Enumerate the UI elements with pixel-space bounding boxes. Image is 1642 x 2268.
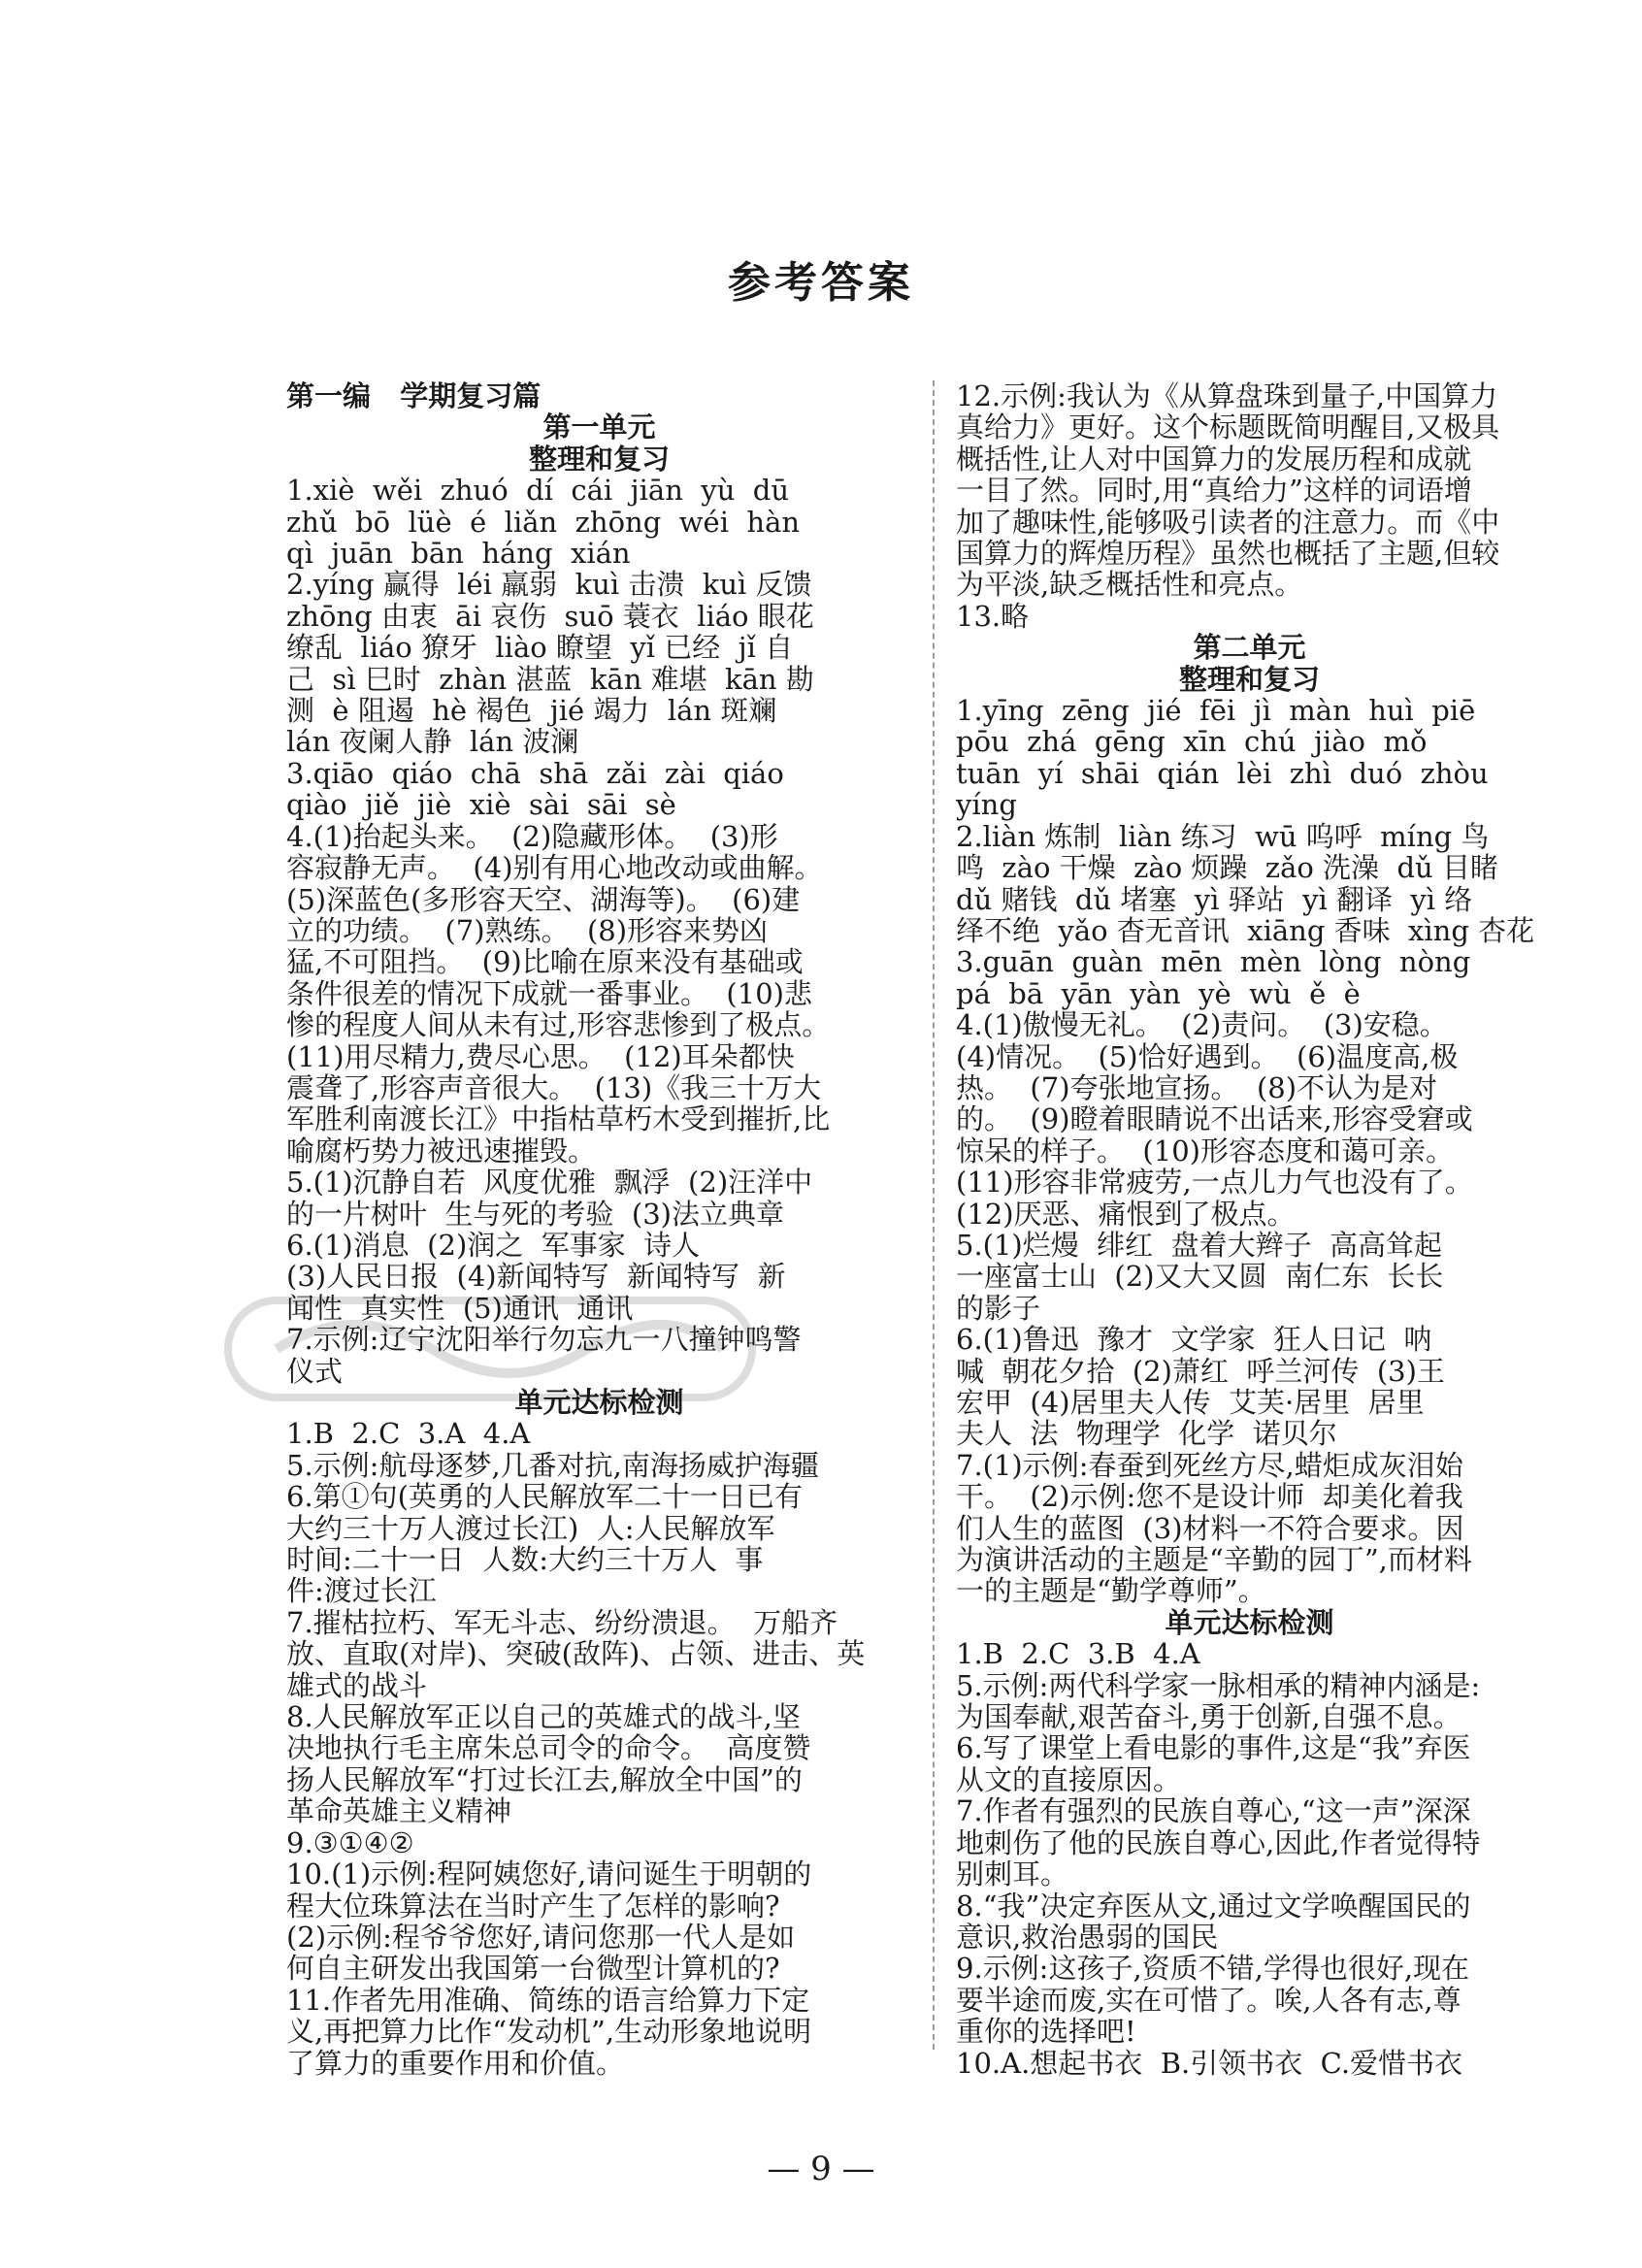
answer-line: 10.A.想起书衣 B.引领书衣 C.爱惜书衣 [956,2046,1463,2080]
page-number: — 9 — [767,2150,875,2188]
section-heading: 第一单元 [542,411,656,444]
answer-line: 3.qiāo qiáo chā shā zǎi zài qiáo [286,756,784,790]
answer-line: 加了趣味性,能够吸引读者的注意力。而《中 [956,505,1500,539]
answer-line: 缭乱 liáo 獠牙 liào 瞭望 yǐ 已经 jǐ 自 [286,631,794,665]
answer-line: 7.摧枯拉朽、军无斗志、纷纷溃退。 万船齐 [286,1605,838,1639]
answer-line: 的一片树叶 生与死的考验 (3)法立典章 [286,1197,784,1231]
answer-line: 地刺伤了他的民族自尊心,因此,作者觉得特 [956,1825,1481,1859]
answer-line: 决地执行毛主席朱总司令的命令。 高度赞 [286,1731,811,1765]
answer-line: 5.(1)烂熳 绯红 盘着大辫子 高高耸起 [956,1228,1443,1262]
answer-line: 宏甲 (4)居里夫人传 艾芙·居里 居里 [956,1386,1425,1419]
answer-line: 为演讲活动的主题是“辛勤的园丁”,而材料 [956,1543,1472,1577]
answer-line: tuān yí shāi qián lèi zhì duó zhòu [956,756,1489,790]
answer-line: 3.guān guàn mēn mèn lòng nòng [956,945,1471,979]
answer-line: 9.示例:这孩子,资质不错,学得也很好,现在 [956,1952,1470,1986]
answer-line: 6.(1)鲁迅 豫才 文学家 狂人日记 呐 [956,1323,1432,1357]
answer-column-right [956,380,1543,2079]
answer-line: 9.③①④② [286,1825,414,1859]
answer-line: yíng [956,788,1017,822]
answer-line: 5.(1)沉静自若 风度优雅 飘浮 (2)汪洋中 [286,1166,813,1200]
answer-line: (12)厌恶、痛恨到了极点。 [956,1197,1296,1231]
answer-line: 热。 (7)夸张地宣扬。 (8)不认为是对 [956,1070,1438,1104]
page-title: 参考答案 [728,258,914,308]
answer-line: 概括性,让人对中国算力的发展历程和成就 [956,442,1472,476]
section-heading: 单元达标检测 [1165,1605,1334,1639]
answer-line: 真给力》更好。这个标题既简明醒目,又极具 [956,411,1500,444]
section-heading: 第一编 学期复习篇 [286,379,542,412]
answer-line: 大约三十万人渡过长江) 人:人民解放军 [286,1511,775,1545]
answer-line: 喊 朝花夕拾 (2)萧红 呼兰河传 (3)王 [956,1354,1445,1388]
answer-line: 夫人 法 物理学 化学 诺贝尔 [956,1417,1337,1451]
answer-line: 扬人民解放军“打过长江去,解放全中国”的 [286,1762,803,1796]
answer-line: 意识,救治愚弱的国民 [956,1920,1219,1954]
answer-line: 11.作者先用准确、简练的语言给算力下定 [286,1983,810,2017]
answer-line: 惨的程度人间从未有过,形容悲惨到了极点。 [286,1008,831,1042]
answer-line: 了算力的重要作用和价值。 [286,2046,625,2080]
answer-line: 时间:二十一日 人数:大约三十万人 事 [286,1543,764,1577]
answer-line: 革命英雄主义精神 [286,1794,512,1828]
answer-line: 1.xiè wěi zhuó dí cái jiān yù dū [286,474,790,508]
answer-line: 6.第①句(英勇的人民解放军二十一日已有 [286,1480,803,1514]
answer-line: 7.作者有强烈的民族自尊心,“这一声”深深 [956,1794,1471,1828]
answer-line: (11)用尽精力,费尽心思。 (12)耳朵都快 [286,1039,795,1073]
answer-line: 仪式 [286,1354,344,1388]
answer-line: 一的主题是“勤学尊师”。 [956,1574,1266,1608]
answer-line: (11)形容非常疲劳,一点儿力气也没有了。 [956,1166,1473,1200]
answer-line: 震聋了,形容声音很大。 (13)《我三十万大 [286,1070,822,1104]
answer-line: 国算力的辉煌历程》虽然也概括了主题,但较 [956,537,1500,571]
answer-line: 2.liàn 炼制 liàn 练习 wū 呜呼 míng 鸟 [956,819,1490,853]
answer-line: 为国奉献,艰苦奋斗,勇于创新,自强不息。 [956,1700,1461,1734]
answer-line: 从文的直接原因。 [956,1762,1182,1796]
answer-line: 雄式的战斗 [286,1668,428,1702]
answer-line: zhǔ bō lüè é liǎn zhōng wéi hàn [286,505,801,539]
answer-line: qì juān bān háng xián [286,537,631,571]
answer-line: 7.示例:辽宁沈阳举行勿忘九一八撞钟鸣警 [286,1323,802,1357]
answer-column-left [286,380,912,2079]
answer-line: 4.(1)抬起头来。 (2)隐藏形体。 (3)形 [286,819,778,853]
answer-line: 1.yīng zēng jié fēi jì màn huì piē [956,694,1476,728]
answer-line: qiào jiě jiè xiè sài sāi sè [286,788,676,822]
answer-line: 惊呆的样子。 (10)形容态度和蔼可亲。 [956,1134,1454,1167]
answer-line: 军胜利南渡长江》中指枯草朽木受到摧折,比 [286,1102,831,1136]
answer-line: 喻腐朽势力被迅速摧毁。 [286,1134,597,1167]
answer-line: 放、直取(对岸)、突破(敌阵)、占领、进击、英 [286,1637,866,1671]
answer-line: 2.yíng 赢得 léi 羸弱 kuì 击溃 kuì 反馈 [286,568,812,602]
answer-line: 条件很差的情况下成就一番事业。 (10)悲 [286,976,812,1010]
answer-line: pá bā yān yàn yè wù ě è [956,976,1361,1010]
answer-line: 8.“我”决定弃医从文,通过文学唤醒国民的 [956,1889,1471,1923]
answer-line: 义,再把算力比作“发动机”,生动形象地说明 [286,2015,812,2049]
answer-line: 1.B 2.C 3.B 4.A [956,1637,1200,1671]
answer-line: 何自主研发出我国第一台微型计算机的? [286,1952,780,1986]
section-heading: 单元达标检测 [514,1386,684,1419]
answer-line: 8.人民解放军正以自己的英雄式的战斗,坚 [286,1700,801,1734]
answer-line: lán 夜阑人静 lán 波澜 [286,725,579,759]
answer-line: 绎不绝 yǎo 杳无音讯 xiāng 香味 xìng 杏花 [956,913,1535,947]
column-divider [933,380,935,2050]
answer-line: 的影子 [956,1291,1041,1325]
answer-line: 1.B 2.C 3.A 4.A [286,1417,531,1451]
answer-line: 干。 (2)示例:您不是设计师 却美化着我 [956,1480,1463,1514]
answer-line: 别刺耳。 [956,1857,1069,1891]
answer-line: 程大位珠算法在当时产生了怎样的影响? [286,1889,780,1923]
answer-line: (4)情况。 (5)恰好遇到。 (6)温度高,极 [956,1039,1459,1073]
answer-line: 一目了然。同时,用“真给力”这样的词语增 [956,474,1472,508]
answer-line: 6.写了课堂上看电影的事件,这是“我”弃医 [956,1731,1471,1765]
answer-line: 闻性 真实性 (5)通讯 通讯 [286,1291,634,1325]
answer-line: 10.(1)示例:程阿姨您好,请问诞生于明朝的 [286,1857,812,1891]
answer-line: 猛,不可阻挡。 (9)比喻在原来没有基础或 [286,945,804,979]
answer-line: 5.示例:两代科学家一脉相承的精神内涵是: [956,1668,1481,1702]
answer-line: pōu zhá gēng xīn chú jiào mǒ [956,725,1428,759]
answer-line: 鸣 zào 干燥 zào 烦躁 zǎo 洗澡 dǔ 目睹 [956,851,1498,885]
answer-line: 立的功绩。 (7)熟练。 (8)形容来势凶 [286,913,769,947]
answer-line: (5)深蓝色(多形容天空、湖海等)。 (6)建 [286,882,801,916]
answer-line: 13.略 [956,599,1030,633]
answer-line: dǔ 赌钱 dǔ 堵塞 yì 驿站 yì 翻译 yì 络 [956,882,1473,916]
answer-line: 容寂静无声。 (4)别有用心地改动或曲解。 [286,851,823,885]
answer-line: 7.(1)示例:春蚕到死丝方尽,蜡炬成灰泪始 [956,1448,1463,1482]
section-heading: 整理和复习 [1178,662,1320,696]
answer-line: 5.示例:航母逐梦,几番对抗,南海扬威护海疆 [286,1448,819,1482]
answer-line: 们人生的蓝图 (3)材料一不符合要求。因 [956,1511,1464,1545]
answer-line: 6.(1)消息 (2)润之 军事家 诗人 [286,1228,701,1262]
answer-line: 的。 (9)瞪着眼睛说不出话来,形容受窘或 [956,1102,1473,1136]
answer-line: 一座富士山 (2)又大又圆 南仁东 长长 [956,1260,1444,1294]
answer-line: 12.示例:我认为《从算盘珠到量子,中国算力 [956,379,1498,412]
section-heading: 整理和复习 [528,442,670,476]
answer-line: 为平淡,缺乏概括性和亮点。 [956,568,1303,602]
answer-line: 件:渡过长江 [286,1574,437,1608]
answer-line: (3)人民日报 (4)新闻特写 新闻特写 新 [286,1260,786,1294]
answer-line: 要半途而废,实在可惜了。唉,人各有志,尊 [956,1983,1461,2017]
answer-line: (2)示例:程爷爷您好,请问您那一代人是如 [286,1920,796,1954]
answer-line: 4.(1)傲慢无礼。 (2)责问。 (3)安稳。 [956,1008,1448,1042]
section-heading: 第二单元 [1193,631,1306,665]
answer-line: zhōng 由衷 āi 哀伤 suō 蓑衣 liáo 眼花 [286,599,814,633]
answer-line: 重你的选择吧! [956,2015,1136,2049]
answer-line: 测 è 阻遏 hè 褐色 jié 竭力 lán 斑斓 [286,694,777,728]
answer-line: 己 sì 巳时 zhàn 湛蓝 kān 难堪 kān 勘 [286,662,814,696]
